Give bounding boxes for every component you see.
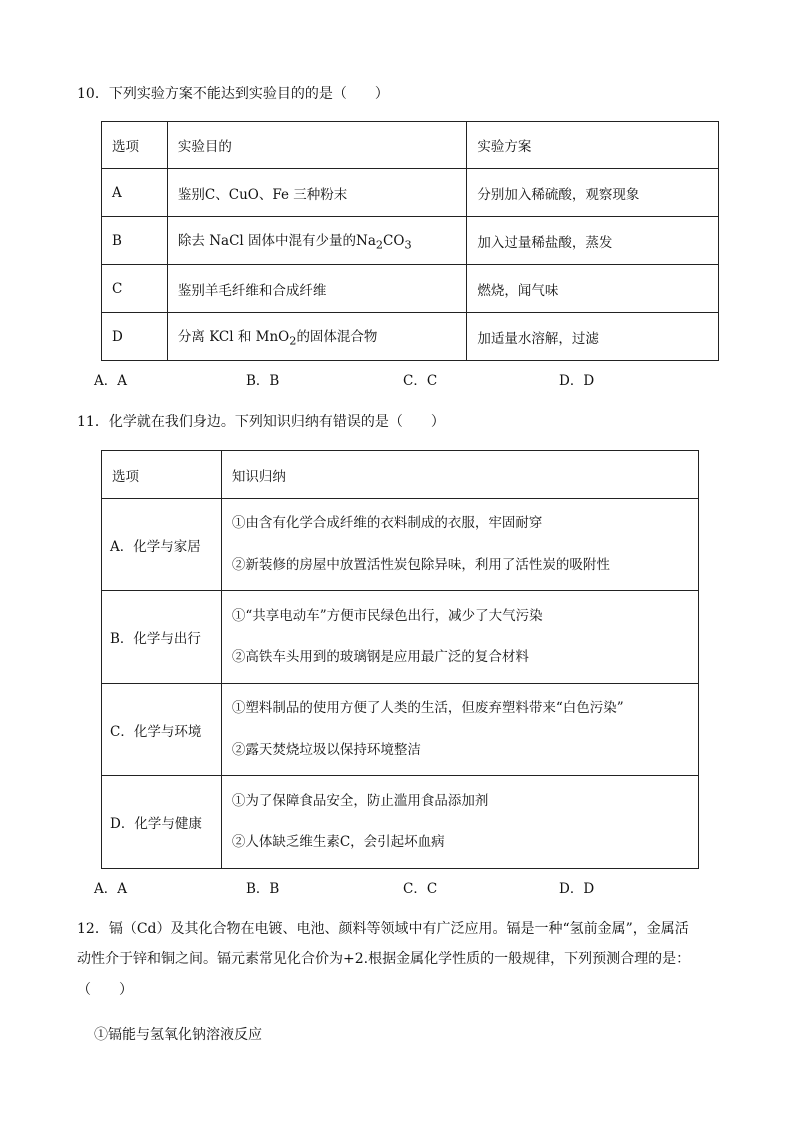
row-purpose: 鉴别羊毛纤维和合成纤维 bbox=[167, 265, 467, 313]
option-d[interactable]: D．D bbox=[559, 881, 595, 897]
knowledge-item-2: ②人体缺乏维生素C，会引起坏血病 bbox=[231, 834, 445, 850]
row-purpose bbox=[167, 217, 467, 265]
row-method: 加适量水溶解，过滤 bbox=[467, 313, 719, 361]
knowledge-item-1: ①为了保障食品安全，防止滥用食品添加剂 bbox=[231, 792, 489, 809]
header-option: 选项 bbox=[102, 122, 168, 169]
purpose-text: 的固体混合物 bbox=[296, 329, 378, 346]
header-purpose: 实验目的 bbox=[167, 122, 467, 169]
table-row bbox=[102, 591, 699, 684]
table-row bbox=[102, 313, 719, 361]
option-a[interactable]: A．A bbox=[94, 881, 127, 897]
row-method: 燃烧，闻气味 bbox=[467, 265, 719, 313]
option-d[interactable]: D．D bbox=[559, 373, 595, 389]
knowledge-item-2: ②高铁车头用到的玻璃钢是应用最广泛的复合材料 bbox=[231, 649, 529, 665]
row-knowledge bbox=[221, 776, 698, 869]
row-option: D．化学与健康 bbox=[102, 776, 222, 869]
row-knowledge bbox=[221, 499, 698, 591]
question-11-stem: 11．化学就在我们身边。下列知识归纳有错误的是（ ） bbox=[77, 414, 445, 430]
row-knowledge bbox=[221, 684, 698, 776]
subscript: 2 bbox=[375, 238, 384, 252]
row-option: C．化学与环境 bbox=[102, 684, 222, 776]
table-row bbox=[102, 499, 699, 591]
table-row bbox=[102, 265, 719, 313]
row-option: A bbox=[102, 169, 168, 217]
option-c[interactable]: C．C bbox=[403, 881, 438, 897]
option-b[interactable]: B．B bbox=[246, 881, 280, 897]
row-option: B bbox=[102, 217, 168, 265]
knowledge-item-2: ②新装修的房屋中放置活性炭包除异味，利用了活性炭的吸附性 bbox=[231, 556, 610, 573]
row-knowledge bbox=[221, 591, 698, 684]
row-option: A．化学与家居 bbox=[102, 499, 222, 591]
knowledge-item-1: ①由含有化学合成纤维的衣料制成的衣服，牢固耐穿 bbox=[231, 515, 543, 531]
table-row bbox=[102, 684, 699, 776]
question-12-line-2: 动性介于锌和铜之间。镉元素常见化合价为+2.根据金属化学性质的一般规律，下列预测合理的是： bbox=[77, 951, 691, 967]
option-c[interactable]: C．C bbox=[403, 373, 438, 389]
question-12-item-1: ①镉能与氢氧化钠溶液反应 bbox=[94, 1027, 262, 1043]
row-method: 加入过量稀盐酸，蒸发 bbox=[467, 217, 719, 265]
knowledge-item-1: ①塑料制品的使用方便了人类的生活，但废弃塑料带来“白色污染” bbox=[231, 700, 624, 716]
question-12-line-3: （ ） bbox=[77, 982, 133, 998]
question-10-options bbox=[94, 369, 654, 387]
knowledge-item-1: ①“共享电动车”方便市民绿色出行，减少了大气污染 bbox=[231, 607, 543, 624]
subscript: 3 bbox=[404, 238, 412, 252]
header-knowledge: 知识归纳 bbox=[221, 451, 698, 499]
row-purpose: 鉴别C、CuO、Fe 三种粉末 bbox=[167, 169, 467, 217]
row-option: C bbox=[102, 265, 168, 313]
question-11-table bbox=[101, 450, 699, 869]
question-10-stem: 10．下列实验方案不能达到实验目的的是（ ） bbox=[77, 86, 389, 102]
table-row bbox=[102, 169, 719, 217]
purpose-text: 分离 KCl 和 MnO bbox=[177, 329, 290, 346]
question-10-table bbox=[101, 121, 719, 361]
purpose-text: CO bbox=[383, 233, 405, 250]
question-11-options bbox=[94, 877, 654, 895]
table-row bbox=[102, 217, 719, 265]
row-method: 分别加入稀硫酸，观察现象 bbox=[467, 169, 719, 217]
option-b[interactable]: B．B bbox=[246, 373, 280, 389]
subscript: 2 bbox=[289, 334, 297, 348]
header-method: 实验方案 bbox=[467, 122, 719, 169]
row-option: D bbox=[102, 313, 168, 361]
purpose-text: 除去 NaCl 固体中混有少量的Na bbox=[177, 233, 376, 250]
table-row bbox=[102, 776, 699, 869]
table-header-row bbox=[102, 451, 699, 499]
row-option: B．化学与出行 bbox=[102, 591, 222, 684]
option-a[interactable]: A．A bbox=[94, 373, 127, 389]
knowledge-item-2: ②露天焚烧垃圾以保持环境整洁 bbox=[231, 741, 421, 758]
table-header-row bbox=[102, 122, 719, 169]
row-purpose bbox=[167, 313, 467, 361]
header-option: 选项 bbox=[102, 451, 222, 499]
question-12-line-1: 12．镉（Cd）及其化合物在电镀、电池、颜料等领域中有广泛应用。镉是一种“氢前金属”，金属活 bbox=[77, 921, 689, 937]
